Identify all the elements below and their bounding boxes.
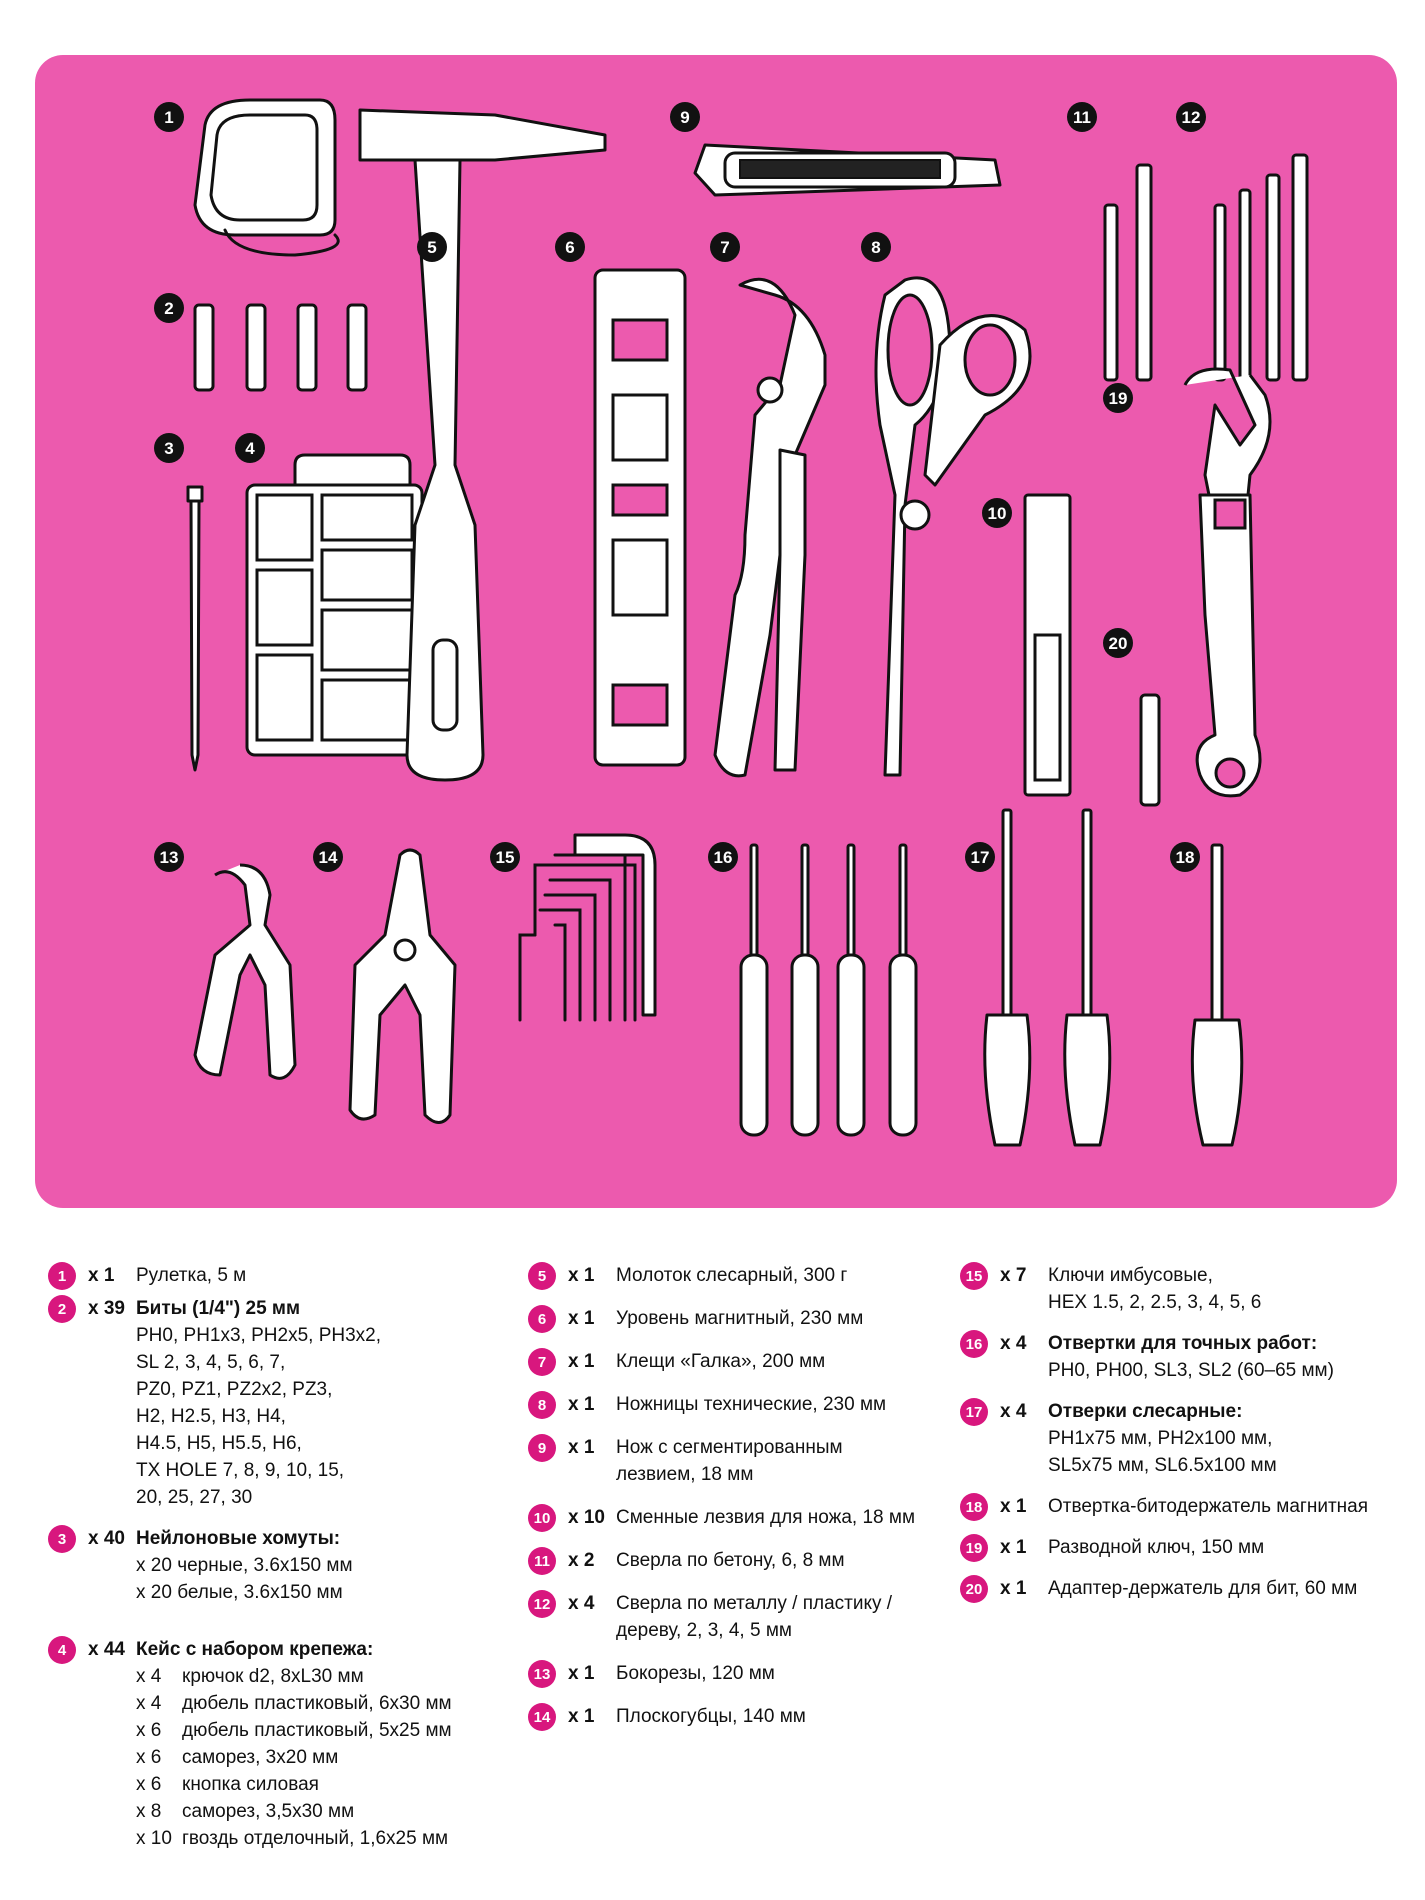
item-number: 7 [528,1348,556,1376]
marker-7 [710,232,740,262]
item-detail: SL5x75 мм, SL6.5x100 мм [1048,1455,1277,1476]
item-title: Сменные лезвия для ножа, 18 мм [616,1507,916,1528]
marker-4 [235,433,265,463]
item-quantity: x 1 [1000,1578,1027,1599]
item-detail: x 20 черные, 3.6x150 мм [136,1555,353,1576]
legend-item-7 [520,1348,960,1375]
concrete-drills-icon [1105,165,1151,380]
item-number: 16 [960,1330,988,1358]
item-number: 17 [960,1398,988,1426]
legend-item-16 [952,1330,1392,1384]
legend-column-3 [952,1262,1392,1616]
item-title: Адаптер-держатель для бит, 60 мм [1048,1578,1358,1599]
item-title: Нож с сегментированным [616,1437,843,1458]
legend-item-2 [40,1295,480,1511]
item-detail: H2, H2.5, H3, H4, [136,1406,286,1427]
utility-knife-icon [695,145,1000,195]
item-title: Отвертки для точных работ: [1048,1333,1318,1354]
item-number: 15 [960,1262,988,1290]
item-quantity: x 1 [88,1265,115,1286]
item-number: 11 [528,1547,556,1575]
legend-item-15 [952,1262,1392,1316]
item-quantity: x 4 [568,1593,595,1614]
bit-adapter-icon [1141,695,1159,805]
item-title: Рулетка, 5 м [136,1265,247,1286]
item-number: 8 [528,1391,556,1419]
legend-item-11 [520,1547,960,1574]
item-quantity: x 10 [568,1507,605,1528]
item-title: Нейлоновые хомуты: [136,1528,341,1549]
svg-text:4: 4 [245,439,255,458]
marker-8 [861,232,891,262]
item-detail: H4.5, H5, H5.5, H6, [136,1433,302,1454]
cable-tie-icon [188,487,202,770]
side-cutters-icon [195,865,295,1078]
spare-blades-icon [1025,495,1070,795]
item-title: Сверла по металлу / пластику / [616,1593,893,1614]
bits-icon [195,305,366,390]
marker-10 [982,498,1012,528]
item-quantity: x 4 [1000,1401,1027,1422]
marker-12 [1176,102,1206,132]
item-quantity: x 39 [88,1298,125,1319]
item-title: Биты (1/4") 25 мм [136,1298,301,1319]
item-number: 12 [528,1590,556,1618]
item-detail: лезвием, 18 мм [616,1464,754,1485]
svg-text:16: 16 [713,848,733,867]
svg-text:15: 15 [495,848,515,867]
marker-2 [154,293,184,323]
item-title: Ножницы технические, 230 мм [616,1394,887,1415]
item-quantity: x 1 [568,1351,595,1372]
item-quantity: x 2 [568,1550,595,1571]
screwdrivers-icon [985,810,1110,1145]
item-title: Разводной ключ, 150 мм [1048,1537,1265,1558]
tool-illustration [35,55,1397,1208]
item-number: 14 [528,1703,556,1731]
marker-20 [1103,628,1133,658]
legend-item-10 [520,1504,960,1531]
item-quantity: x 1 [568,1663,595,1684]
item-quantity: x 1 [1000,1496,1027,1517]
item-title: Сверла по бетону, 6, 8 мм [616,1550,845,1571]
item-number: 1 [48,1262,76,1290]
item-quantity: x 1 [568,1308,595,1329]
item-quantity: x 1 [1000,1537,1027,1558]
adjustable-wrench-icon [1185,369,1270,796]
legend-item-1 [40,1262,480,1289]
item-number: 5 [528,1262,556,1290]
item-detail: PH1x75 мм, PH2x100 мм, [1048,1428,1273,1449]
legend-item-13 [520,1660,960,1687]
item-detail: PH0, PH00, SL3, SL2 (60–65 мм) [1048,1360,1334,1381]
svg-text:8: 8 [871,238,881,257]
svg-text:5: 5 [427,238,437,257]
marker-18 [1170,842,1200,872]
item-quantity: x 44 [88,1639,125,1660]
svg-text:19: 19 [1108,389,1128,408]
item-detail: x 6 кнопка силовая [136,1774,319,1795]
marker-16 [708,842,738,872]
marker-9 [670,102,700,132]
scissors-icon [876,278,1030,775]
item-detail: x 6 дюбель пластиковый, 5x25 мм [136,1720,452,1741]
item-title: Отвертка-битодержатель магнитная [1048,1496,1369,1517]
item-detail: TX HOLE 7, 8, 9, 10, 15, [136,1460,345,1481]
svg-text:13: 13 [159,848,179,867]
item-number: 6 [528,1305,556,1333]
item-title: Кейс с набором крепежа: [136,1639,374,1660]
tape-measure-icon [195,100,338,255]
svg-text:1: 1 [164,108,174,127]
legend-item-17 [952,1398,1392,1479]
item-title: Плоскогубцы, 140 мм [616,1706,806,1727]
svg-text:20: 20 [1108,634,1128,653]
legend-item-12 [520,1590,960,1644]
legend-item-3 [40,1525,480,1606]
item-number: 3 [48,1525,76,1553]
marker-17 [965,842,995,872]
svg-text:2: 2 [164,299,174,318]
svg-text:3: 3 [164,439,174,458]
marker-14 [313,842,343,872]
item-detail: x 10 гвоздь отделочный, 1,6x25 мм [136,1828,449,1849]
item-detail: дереву, 2, 3, 4, 5 мм [616,1620,792,1641]
item-title: Клещи «Галка», 200 мм [616,1351,826,1372]
item-quantity: x 40 [88,1528,125,1549]
legend-item-4 [40,1636,480,1852]
legend-column-2 [520,1262,960,1746]
marker-13 [154,842,184,872]
hex-keys-icon [520,835,655,1020]
item-detail: SL 2, 3, 4, 5, 6, 7, [136,1352,286,1373]
item-number: 13 [528,1660,556,1688]
item-detail: x 4 крючок d2, 8xL30 мм [136,1666,364,1687]
combination-pliers-icon [350,850,455,1123]
legend-item-18 [952,1493,1392,1520]
item-number: 19 [960,1534,988,1562]
item-detail: 20, 25, 27, 30 [136,1487,253,1508]
svg-text:12: 12 [1181,108,1201,127]
item-detail: x 6 саморез, 3x20 мм [136,1747,339,1768]
item-title: Отверки слесарные: [1048,1401,1243,1422]
svg-text:14: 14 [318,848,338,867]
marker-5 [417,232,447,262]
item-quantity: x 1 [568,1265,595,1286]
item-quantity: x 1 [568,1706,595,1727]
item-number: 20 [960,1575,988,1603]
svg-text:7: 7 [720,238,730,257]
item-detail: x 8 саморез, 3,5x30 мм [136,1801,355,1822]
item-detail: HEX 1.5, 2, 2.5, 3, 4, 5, 6 [1048,1292,1262,1313]
precision-screwdrivers-icon [741,845,916,1135]
marker-19 [1103,383,1133,413]
legend-item-14 [520,1703,960,1730]
marker-1 [154,102,184,132]
item-title: Уровень магнитный, 230 мм [616,1308,864,1329]
item-title: Ключи имбусовые, [1048,1265,1213,1286]
item-title: Молоток слесарный, 300 г [616,1265,848,1286]
item-number: 9 [528,1434,556,1462]
svg-text:9: 9 [680,108,690,127]
svg-text:17: 17 [970,848,990,867]
item-detail: x 20 белые, 3.6x150 мм [136,1582,343,1603]
svg-text:6: 6 [565,238,575,257]
marker-3 [154,433,184,463]
item-number: 18 [960,1493,988,1521]
item-title: Бокорезы, 120 мм [616,1663,775,1684]
legend-item-8 [520,1391,960,1418]
item-quantity: x 7 [1000,1265,1027,1286]
item-quantity: x 4 [1000,1333,1027,1354]
svg-text:10: 10 [987,504,1007,523]
item-number: 2 [48,1295,76,1323]
item-number: 4 [48,1636,76,1664]
svg-text:18: 18 [1175,848,1195,867]
item-number: 10 [528,1504,556,1532]
svg-text:11: 11 [1073,108,1091,127]
legend-item-9 [520,1434,960,1488]
item-detail: PH0, PH1x3, PH2x5, PH3x2, [136,1325,381,1346]
marker-11 [1067,102,1097,132]
item-quantity: x 1 [568,1394,595,1415]
bit-holder-screwdriver-icon [1192,845,1241,1145]
fastener-case-icon [247,455,422,755]
level-icon [595,270,685,765]
marker-15 [490,842,520,872]
legend-item-5 [520,1262,960,1289]
item-quantity: x 1 [568,1437,595,1458]
item-detail: x 4 дюбель пластиковый, 6x30 мм [136,1693,452,1714]
legend-column-1 [40,1262,480,1866]
legend-item-19 [952,1534,1392,1561]
marker-6 [555,232,585,262]
legend-item-6 [520,1305,960,1332]
groove-pliers-icon [715,279,825,776]
item-detail: PZ0, PZ1, PZ2x2, PZ3, [136,1379,333,1400]
legend-item-20 [952,1575,1392,1602]
metal-drills-icon [1215,155,1307,380]
